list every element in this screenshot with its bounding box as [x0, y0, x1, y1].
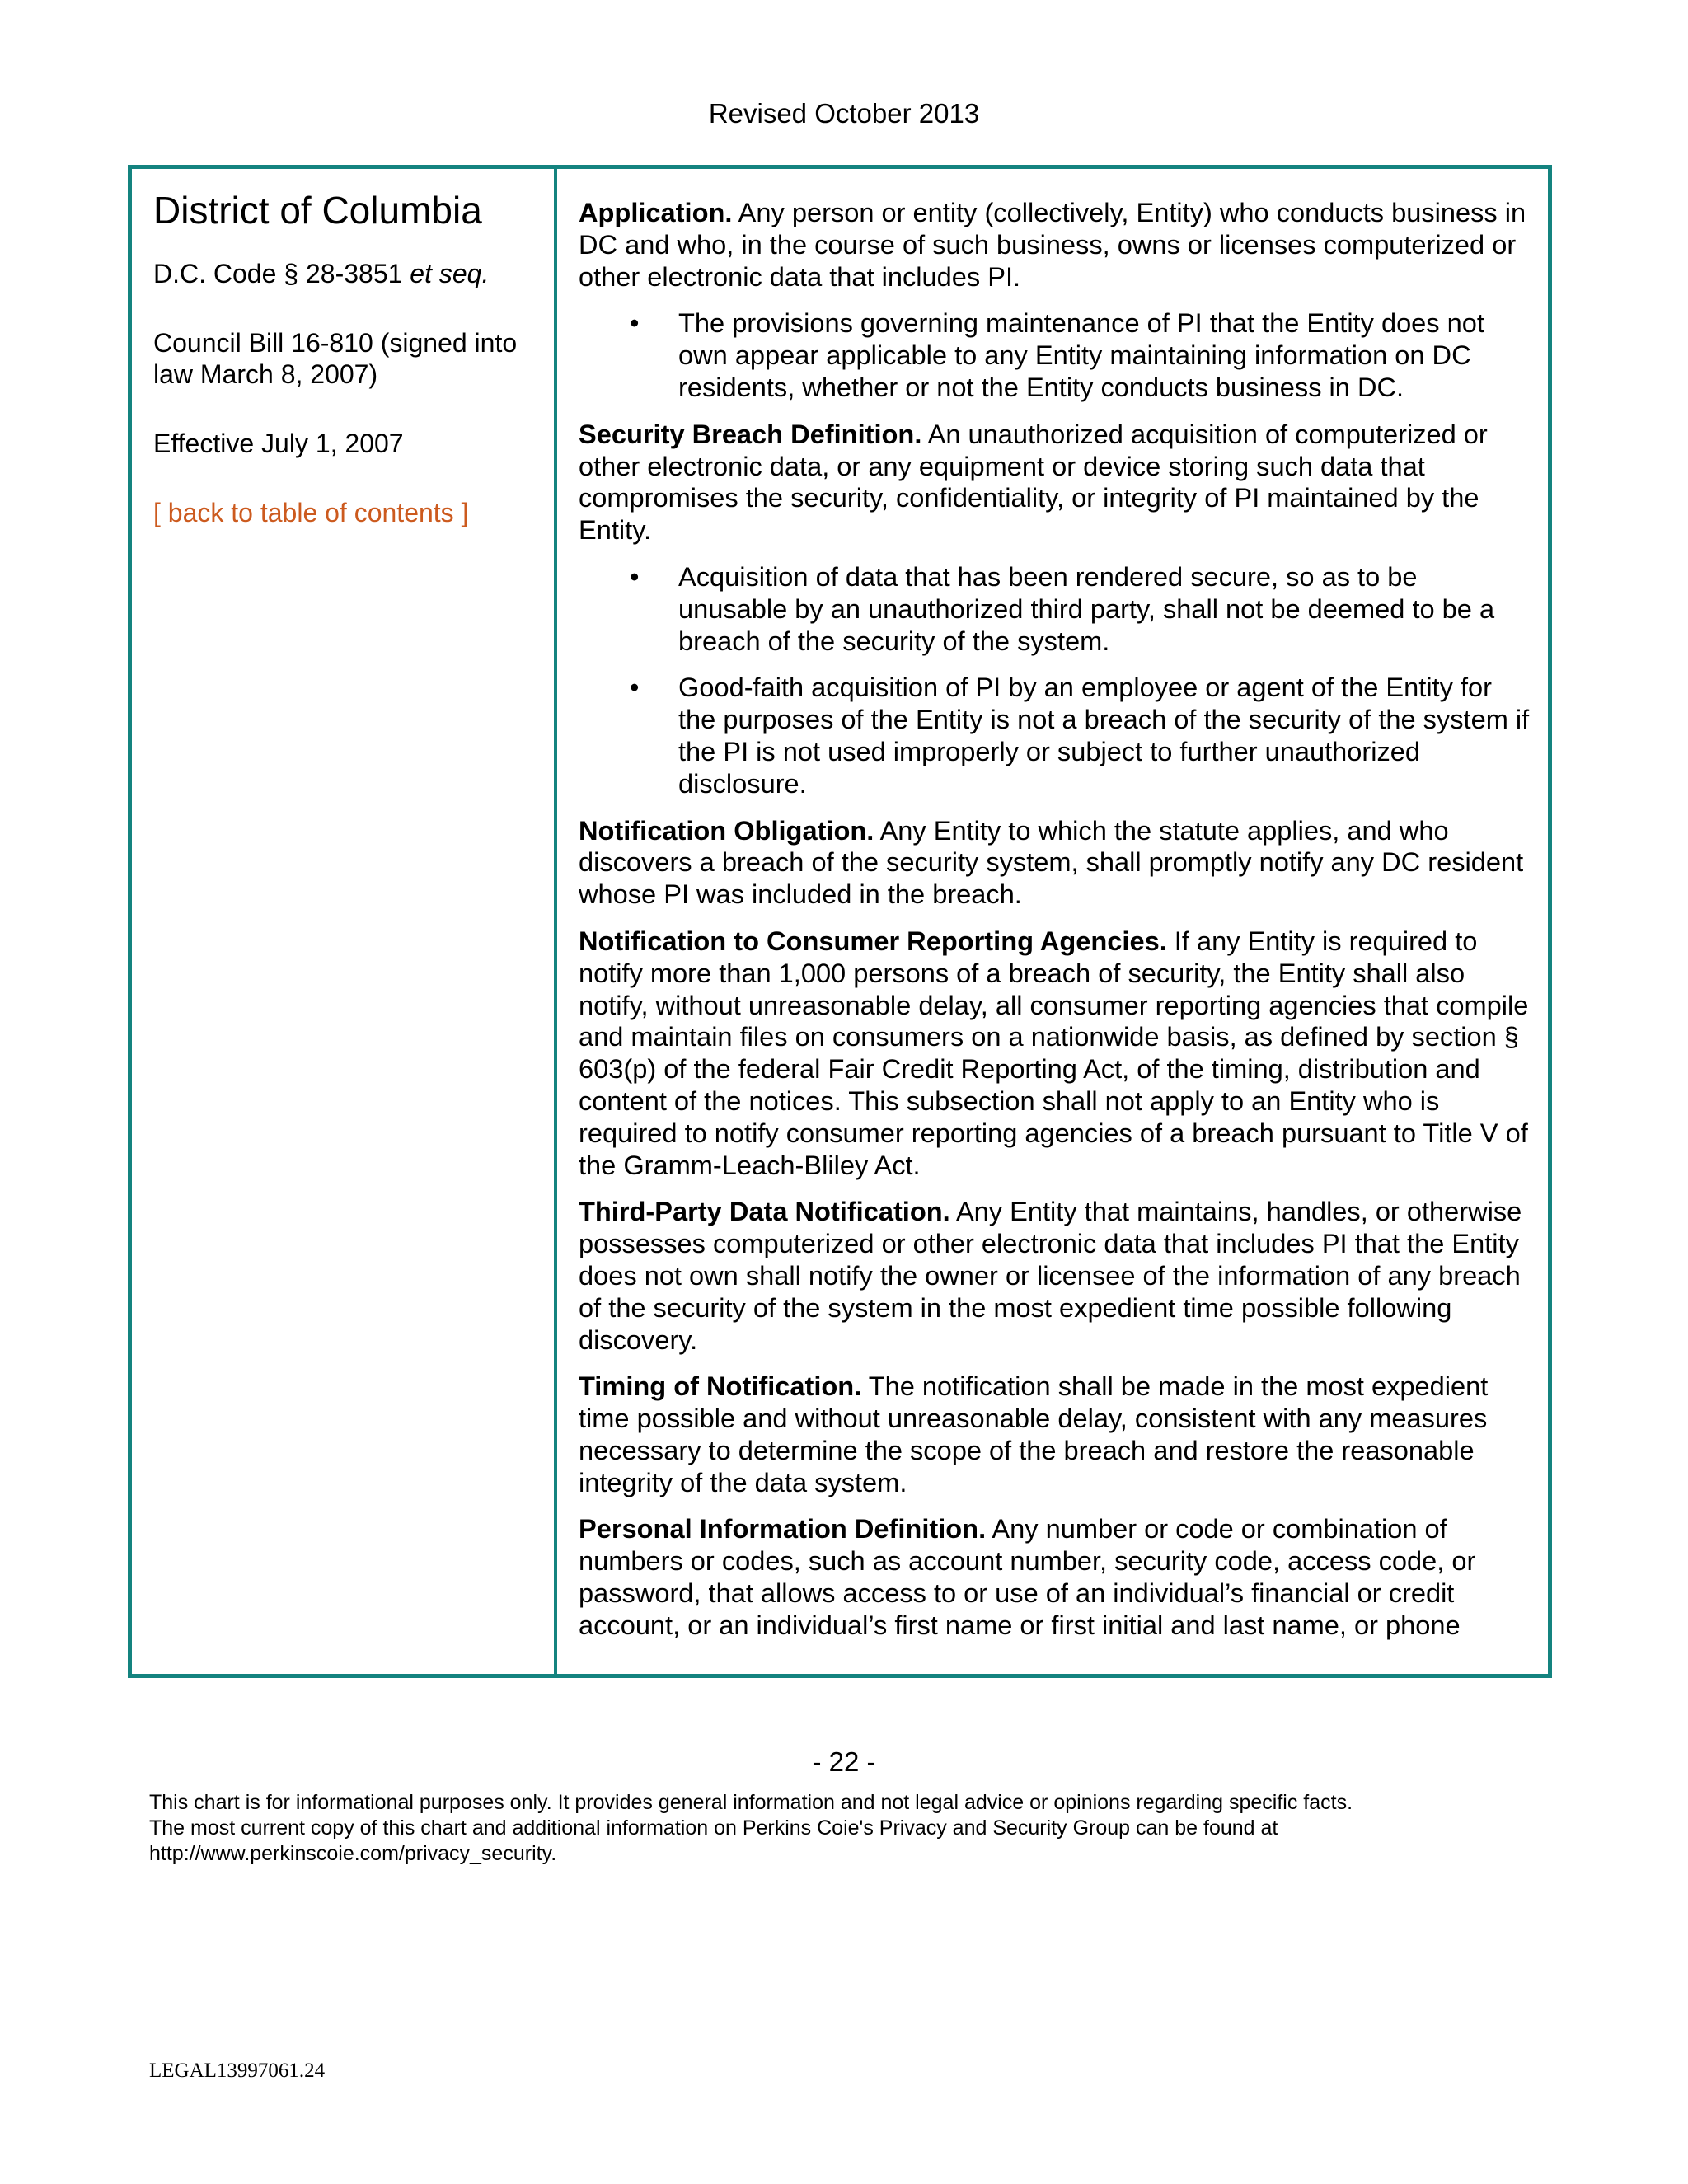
bullet-text: Good-faith acquisition of PI by an employee or agent of the Entity for the purposes of the Entity is not a breach of the security of the system if the PI is not used improperly or subject to further unauthorized disclosure.	[678, 672, 1530, 799]
notification-obligation-text: Any Entity to which the statute applies, and who discovers a breach of the security system, shall promptly notify any DC resident whose PI was included in the breach.	[579, 814, 1524, 910]
state-info-column	[132, 169, 557, 1674]
bullet-icon: •	[630, 672, 640, 703]
breach-definition-bullets	[579, 561, 1530, 800]
pi-definition-paragraph	[579, 1513, 1530, 1641]
pi-definition-heading: Personal Information Definition.	[579, 1513, 987, 1544]
notification-obligation-heading: Notification Obligation.	[579, 814, 874, 846]
council-bill: Council Bill 16-810 (signed into law March 8, 2007)	[153, 328, 518, 389]
effective-date: Effective July 1, 2007	[153, 429, 404, 458]
application-bullets	[579, 307, 1530, 403]
code-citation-italic: et seq.	[410, 259, 490, 288]
pi-definition-text: Any number or code or combination of numbers or codes, such as account number, security code, access code, or password, that allows access to or use of an individual’s financial or credit account, or an individual’s first name or first initial and last name, or phone	[579, 1513, 1476, 1640]
provisions-column	[557, 169, 1548, 1674]
document-id: LEGAL13997061.24	[149, 2060, 326, 2082]
application-text: Any person or entity (collectively, Entity) who conducts business in DC and who, in the course of such business, owns or licenses computerized or other electronic data that includes PI.	[579, 197, 1526, 292]
code-citation	[153, 258, 537, 289]
footer-disclaimer	[149, 1790, 1550, 1867]
consumer-reporting-heading: Notification to Consumer Reporting Agencies.	[579, 925, 1167, 956]
page-number: - 22 -	[812, 1746, 876, 1777]
application-heading: Application.	[579, 197, 733, 227]
back-to-toc-link[interactable]: [ back to table of contents ]	[153, 498, 469, 527]
breach-definition-heading: Security Breach Definition.	[579, 418, 922, 449]
application-paragraph	[579, 197, 1530, 293]
bullet-text: The provisions governing maintenance of PI that the Entity does not own appear applicable to any Entity maintaining information on DC residents, whether or not the Entity conducts business in DC.	[678, 307, 1484, 402]
list-item	[579, 672, 1530, 799]
third-party-heading: Third-Party Data Notification.	[579, 1196, 950, 1227]
third-party-paragraph	[579, 1196, 1530, 1356]
timing-text: The notification shall be made in the most expedient time possible and without unreasonable delay, consistent with any measures necessary to determine the scope of the breach and restore the reasonable integrity of the data system.	[579, 1371, 1489, 1497]
consumer-reporting-text: If any Entity is required to notify more than 1,000 persons of a breach of security, the Entity shall also notify, without unreasonable delay, all consumer reporting agencies that compile and maintain files on consumers on a nationwide basis, as defined by section § 603(p) of the federal Fair Credit Reporting Act, of the timing, distribution and content of the notices. This subsection shall not apply to an Entity who is required to notify consumer reporting agencies of a breach pursuant to Title V of the Gramm-Leach-Bliley Act.	[579, 925, 1529, 1180]
list-item	[579, 561, 1530, 657]
timing-heading: Timing of Notification.	[579, 1371, 862, 1402]
breach-definition-text: An unauthorized acquisition of computerized or other electronic data, or any equipment or device storing such data that compromises the security, confidentiality, or integrity of PI maintained by the Entity.	[579, 418, 1488, 546]
third-party-text: Any Entity that maintains, handles, or otherwise possesses computerized or other electronic data that includes PI that the Entity does not own shall notify the owner or licensee of the information of any breach of the security of the system in the most expedient time possible following discovery.	[579, 1196, 1522, 1355]
code-citation-text: D.C. Code § 28-3851	[153, 259, 410, 288]
timing-paragraph	[579, 1371, 1530, 1498]
notification-obligation-paragraph	[579, 815, 1530, 911]
list-item	[579, 307, 1530, 403]
state-law-table	[128, 165, 1552, 1678]
bullet-icon: •	[630, 560, 640, 592]
breach-definition-paragraph	[579, 419, 1530, 546]
state-name: District of Columbia	[153, 189, 482, 232]
footer-line: This chart is for informational purposes only. It provides general information and not legal advice or opinions regarding specific facts.	[149, 1791, 1353, 1814]
revised-date-header: Revised October 2013	[708, 98, 980, 129]
bullet-text: Acquisition of data that has been rendered secure, so as to be unusable by an unauthorized third party, shall not be deemed to be a breach of the security of the system.	[678, 560, 1495, 656]
consumer-reporting-paragraph	[579, 926, 1530, 1181]
bullet-icon: •	[630, 307, 640, 339]
footer-line: The most current copy of this chart and additional information on Perkins Coie's Privacy and Security Group can be found at	[149, 1816, 1278, 1840]
footer-url: http://www.perkinscoie.com/privacy_security.	[149, 1842, 557, 1865]
